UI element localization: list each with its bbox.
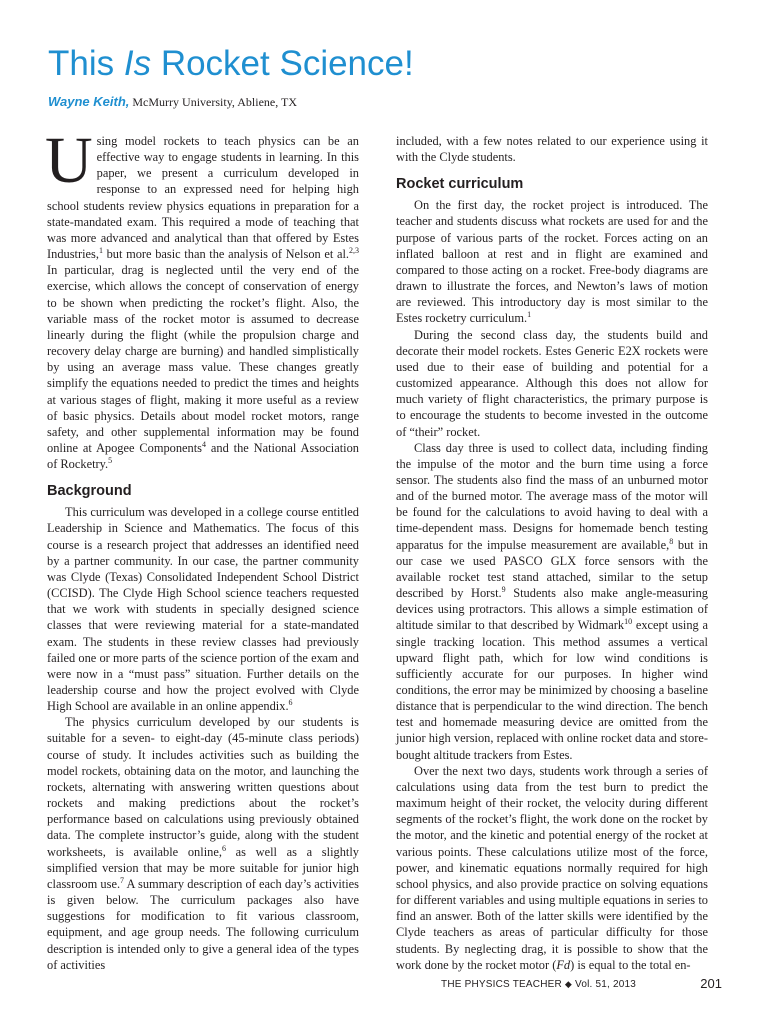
- paragraph-text: ) is equal to the total en-: [570, 957, 691, 972]
- background-paragraph-2: [47, 714, 359, 973]
- title-part-1: This: [48, 44, 124, 83]
- intro-text-3: In particular, drag is neglected until the very end of the exercise, which allows the concept of conservation of energy to be shown when predicting the rocket’s flight. Also, the variable mass of the rocket motor is assumed to decrease linearly during the flight (while the propulsion charge and recovery delay charge are burning) and handled simplistically by using an average mass value. These changes greatly simplify the equations needed to predict the times and heights at various stages of flight, making it more useful as a review of basic physics. Details about model rocket motors, range safety, and other supplemental information may be found online at Apogee Components: [47, 263, 359, 455]
- intro-text-1: sing model rockets to teach physics can be an effective way to engage students in learning. In this paper, we present a curriculum developed in response to an expressed need for helping high school students review physics equations in preparation for a state-mandated exam. This required a mode of teaching that was more advanced and analytical than that offered by Estes Industries,: [47, 134, 359, 262]
- reference-marker: 1: [98, 246, 103, 256]
- curriculum-paragraph-1: [396, 197, 708, 326]
- reference-marker: 9: [501, 585, 506, 595]
- journal-name: THE PHYSICS TEACHER: [441, 979, 562, 990]
- reference-marker: 7: [120, 875, 125, 885]
- reference-marker: 10: [624, 617, 633, 627]
- curriculum-paragraph-3: [396, 440, 708, 763]
- reference-marker: 5: [108, 456, 113, 466]
- paragraph-text: The physics curriculum developed by our students is suitable for a seven- to eight-day (45-minute class periods) course of study. It includes activities such as building the model rockets, obtaining data on the motor, and launching the rockets, alternating with answering written questions about rockets and making predictions about the rocket’s performance based on calculations using previously obtained data. The complete instructor’s guide, along with the student worksheets, is available online,: [47, 715, 359, 859]
- paragraph-text: as well as a slightly simplified version that may be more suitable for junior high classroom use.: [47, 844, 359, 891]
- page-footer: [396, 976, 722, 992]
- title-part-2: Rocket Science!: [151, 44, 414, 83]
- right-column: [396, 133, 708, 973]
- page-number: 201: [700, 976, 722, 991]
- reference-marker: 1: [527, 310, 532, 320]
- intro-text-2: but more basic than the analysis of Nelson et al.: [102, 247, 349, 262]
- paragraph-text: except using a single tracking location. This method assumes a vertical upward flight path, which for low wind conditions is sufficiently accurate for our purposes. In higher wind conditions, the error may be minimized by choosing a baseline distance that is perpendicular to the wind direction. The bench test and homemade measuring device are omitted from the junior high version, replaced with online rocket data and store-bought altitude trackers from Estes.: [396, 618, 708, 762]
- reference-marker: 4: [202, 439, 207, 449]
- author-name: Wayne Keith,: [48, 94, 130, 109]
- reference-marker: 8: [669, 536, 674, 546]
- intro-paragraph: [45, 124, 360, 472]
- journal-volume: Vol. 51, 2013: [575, 979, 636, 990]
- byline: [48, 93, 297, 111]
- curriculum-paragraph-2: [396, 327, 708, 440]
- continued-paragraph: [396, 133, 708, 165]
- paragraph-text: but in our case we used PASCO GLX force sensors with the available rocket test stand attached, similar to the setup described by Horst.: [396, 537, 708, 601]
- reference-marker: 6: [221, 843, 226, 853]
- background-paragraph-1: [47, 504, 359, 714]
- left-column: [45, 124, 360, 973]
- author-affiliation: McMurry University, Abliene, TX: [129, 95, 298, 109]
- section-heading-background: Background: [47, 483, 132, 500]
- paragraph-text: This curriculum was developed in a college course entitled Leadership in Science and Mathematics. The focus of this course is a research project that addresses an identified need by a partner community. In our case, the partner community was Clyde (Texas) Consolidated Independent School District (CCISD). The Clyde High School science teachers requested that we work with students in specially designed science classes that were reviewing material for a state-mandated exam. The students in these review classes had previously failed one or more parts of the science portion of the exam and were now in a “must pass” situation. Further details on the leadership course and how the project evolved with Clyde High School are available in an online appendix.: [47, 505, 359, 714]
- diamond-icon: ◆: [564, 979, 573, 989]
- journal-info: [441, 979, 636, 990]
- paragraph-text: included, with a few notes related to our experience using it with the Clyde students.: [396, 134, 708, 165]
- equation-variable: Fd: [556, 957, 571, 972]
- paragraph-text: Students also make angle-measuring devices using protractors. This allows a simple estimation of altitude similar to that described by Widmark: [396, 586, 708, 633]
- intro-text-4: and the National Association of Rocketry.: [47, 440, 360, 472]
- title-emphasis: Is: [123, 44, 152, 83]
- paragraph-text: On the first day, the rocket project is introduced. The teacher and students discuss what rockets are used for and the purpose of various parts of the rocket. Forces acting on an inflated balloon at rest and in flight are examined and compared to those acting on a rocket. Free-body diagrams are drawn to illustrate the forces, and Newton’s laws of motion are reviewed. This introductory day is most similar to the Estes rocketry curriculum.: [396, 198, 708, 326]
- paragraph-text: A summary description of each day’s activities is given below. The curriculum packages also have suggestions for modification to fit various classroom, equipment, and age group needs. The following curriculum description is intended only to give a general idea of the types of activities: [47, 876, 359, 972]
- curriculum-paragraph-4: [396, 763, 708, 973]
- article-title: [48, 42, 414, 86]
- drop-cap: U: [45, 124, 93, 197]
- paragraph-text: During the second class day, the students build and decorate their model rockets. Estes Generic E2X rockets were used due to their ease of building and potential for a customized appearance. Although this does not allow for much variety of flight characteristics, the primary purpose is to encourage the students to become invested in the outcome of “their” rocket.: [396, 327, 708, 439]
- reference-marker: 6: [288, 698, 293, 708]
- reference-marker: 2,3: [349, 246, 359, 256]
- paragraph-text: Class day three is used to collect data, including finding the impulse of the motor and the burn time using a force sensor. The students also find the mass of an unburned motor and of the burned motor. The average mass of the motor will be found for the calculations to avoid having to deal with a time-dependent mass. Designs for homemade bench testing apparatus for the impulse measurement are available,: [396, 440, 708, 552]
- paragraph-text: Over the next two days, students work through a series of calculations using data from the test burn to predict the maximum height of their rocket, the velocity during different segments of the rocket’s flight, the work done on the rocket by the motor, and the kinetic and potential energy of the rocket at various points. These calculations utilize most of the force, power, and kinematic equations normally required for high school physics, and also provide practice on solving equations for different variables and using multiple equations in series to find an answer. Both of the latter skills were identified by the Clyde teachers as areas of particular difficulty for those students. By neglecting drag, it is possible to show that the work done by the rocket motor (: [396, 763, 708, 972]
- section-heading-rocket-curriculum: Rocket curriculum: [396, 176, 524, 193]
